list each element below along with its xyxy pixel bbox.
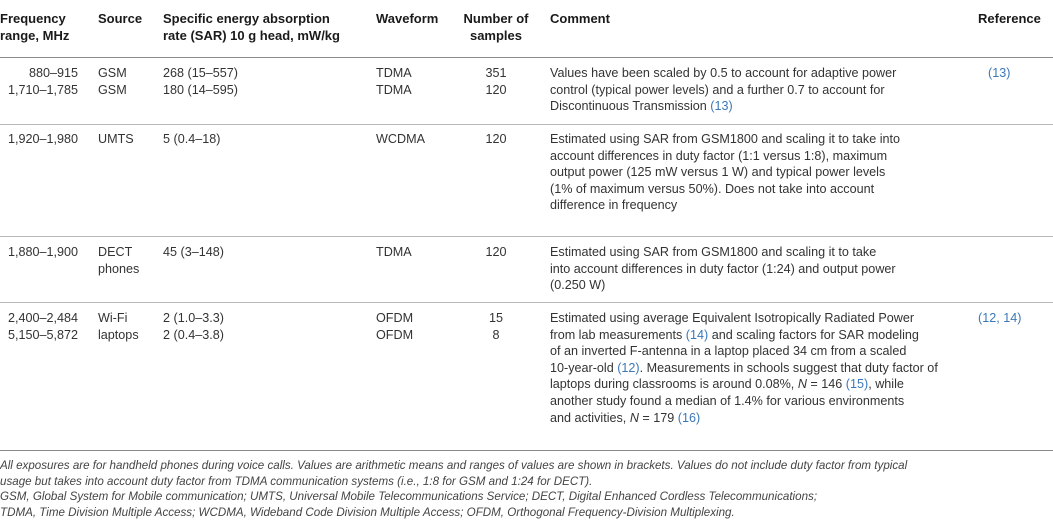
cell-sar: 2 (1.0–3.3) 2 (0.4–3.8) [163, 311, 224, 342]
citation-link[interactable]: (12) [617, 360, 640, 375]
header-samples: Number of samples [463, 11, 529, 43]
footnote: usage but takes into account duty factor from TDMA communication systems (i.e., 1:8 for GSM and 1:24 for DECT). [0, 474, 593, 488]
cell-frequency: 1,920–1,980 [7, 132, 78, 146]
cell-waveform: OFDM OFDM [376, 311, 414, 342]
footnote: GSM, Global System for Mobile communication; UMTS, Universal Mobile Telecommunications Service; DECT, Digital Enhanced Cordless Telecommunications; [0, 490, 818, 504]
citation-link[interactable]: (14) [685, 327, 709, 342]
row-divider [0, 124, 1053, 125]
cell-reference[interactable]: (13) [988, 66, 1011, 80]
cell-samples: 120 [485, 132, 507, 146]
row-divider [0, 302, 1053, 303]
cell-frequency: 2,400–2,484 5,150–5,872 [7, 311, 78, 342]
cell-sar: 45 (3–148) [163, 245, 224, 259]
cell-source: GSM GSM [98, 66, 127, 97]
header-reference: Reference [978, 11, 1041, 26]
citation-link[interactable]: (13) [710, 99, 733, 114]
citation-link[interactable]: (16) [677, 410, 701, 425]
cell-waveform: TDMA [376, 245, 412, 259]
table-footnotes [0, 458, 1053, 521]
cell-source: Wi-Fi laptops [98, 311, 139, 342]
cell-samples: 120 [485, 245, 507, 259]
cell-comment: Estimated using average Equivalent Isotropically Radiated Power from lab measurements (14) and scaling factors for SAR modeling of an inverted F-antenna in a laptop placed 34 cm from a scaled 10-year-old (12). Measurements in schools suggest that duty factor of laptops during classrooms is around 0.08%, N = 146 (15), while another study found a median of 1.4% for various environments and activities, N = 179 (16) [550, 311, 938, 425]
cell-comment: Estimated using SAR from GSM1800 and scaling it to take into account differences in duty factor (1:1 versus 1:8), maximum output power (125 mW versus 1 W) and typical power levels (1% of maximum versus 50%). Does not take into account difference in frequency [550, 132, 900, 213]
header-rule [0, 57, 1053, 58]
cell-sar: 268 (15–557) 180 (14–595) [163, 66, 238, 97]
cell-comment: Values have been scaled by 0.5 to account for adaptive power control (typical power levels) and a further 0.7 to account for Discontinuous Transmission (13) [550, 66, 897, 114]
cell-waveform: TDMA TDMA [376, 66, 412, 97]
table-header [0, 6, 1053, 50]
cell-waveform: WCDMA [376, 132, 425, 146]
citation-link[interactable]: (15) [845, 377, 869, 392]
cell-sar: 5 (0.4–18) [163, 132, 221, 146]
footnote: All exposures are for handheld phones during voice calls. Values are arithmetic means and ranges of values are shown in brackets. Values do not include duty factor from typical [0, 459, 908, 472]
cell-frequency: 1,880–1,900 [7, 245, 78, 259]
header-source: Source [98, 11, 143, 26]
header-sar: Specific energy absorption rate (SAR) 10 g head, mW/kg [163, 11, 340, 43]
header-waveform: Waveform [376, 11, 439, 26]
cell-source: DECT phones [98, 245, 140, 276]
cell-samples: 351 120 [485, 66, 507, 97]
header-comment: Comment [550, 11, 610, 26]
cell-samples: 15 8 [488, 311, 503, 342]
cell-reference[interactable]: (12, 14) [978, 311, 1022, 325]
header-frequency: Frequency range, MHz [0, 11, 70, 43]
footnote: TDMA, Time Division Multiple Access; WCDMA, Wideband Code Division Multiple Access; OFDM, Orthogonal Frequency-Division Multiplexing. [0, 506, 735, 520]
table-bottom-rule [0, 450, 1053, 451]
cell-comment: Estimated using SAR from GSM1800 and scaling it to take into account differences in duty factor (1:24) and output power (0.250 W) [550, 245, 896, 293]
cell-source: UMTS [98, 132, 134, 146]
row-divider [0, 236, 1053, 237]
cell-frequency: 880–915 1,710–1,785 [7, 66, 78, 97]
